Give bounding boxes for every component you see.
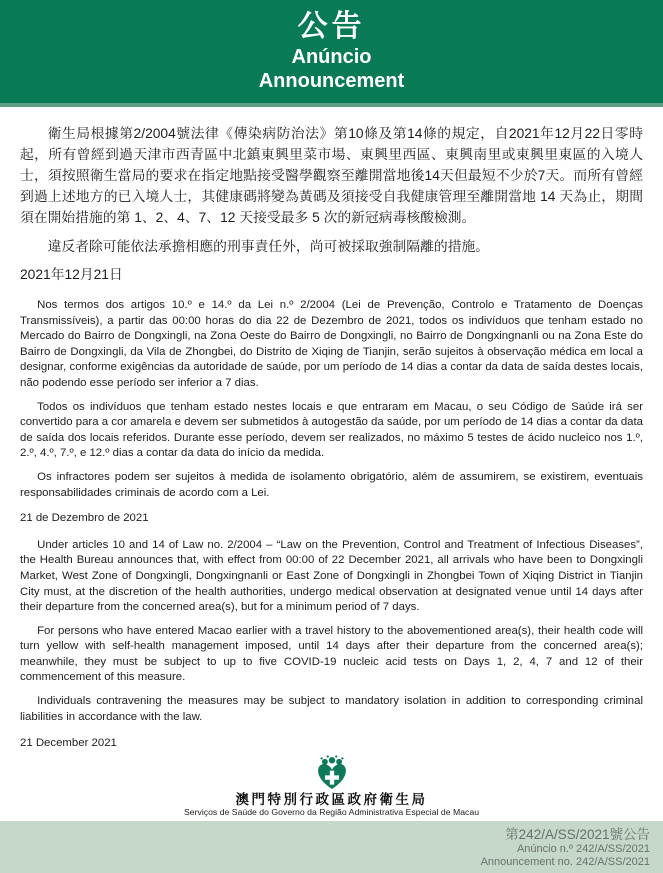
page-title-zh: 公告 — [297, 10, 366, 43]
health-bureau-heart-cross-logo-icon — [313, 754, 351, 790]
english-paragraph-2: For persons who have entered Macao earlier with a travel history to the abovementioned area(s), their health code will turn yellow with self-health management imposed, until 14 days after their departure from the concerned area(s); meanwhile, they must be subject to up to five COVID-19 nucleic acid tests on Days 1, 2, 4, 7 and 12 of their commencement of this measure. — [20, 624, 643, 684]
org-name-pt: Serviços de Saúde do Governo da Região Administrativa Especial de Macau — [183, 806, 480, 817]
header-banner — [0, 0, 663, 107]
english-paragraph-3: Individuals contravening the measures may be subject to mandatory isolation in addition to corresponding criminal liabilities in accordance with the law. — [20, 695, 643, 723]
portuguese-paragraph-2: Todos os indivíduos que tenham estado nestes locais e que entraram em Macau, o seu Código de Saúde irá ser convertido para a cor amarela e devem ser submetidos à autogestão da saúde, por um período de 14 dias a contar da data de saída dos locais referidos. Durante esse período, devem ser realizados, no máximo 5 testes de ácido nucleico nos 1.º, 2.º, 4.º, 7.º, e 12.º dias a contar da data do início da medida. — [20, 400, 643, 460]
chinese-paragraph-2: 違反者除可能依法承擔相應的刑事責任外，尚可被採取強制隔離的措施。 — [47, 239, 490, 254]
reference-number-pt: Anúncio n.º 242/A/SS/2021 — [516, 842, 650, 855]
english-date: 21 December 2021 — [20, 737, 117, 750]
portuguese-date: 21 de Dezembro de 2021 — [20, 512, 149, 525]
announcement-body — [0, 107, 663, 752]
portuguese-paragraph-3: Os infractores podem ser sujeitos à medida de isolamento obrigatório, além de assumirem, se existirem, eventuais responsabilidades criminais de acordo com a Lei. — [20, 470, 643, 499]
reference-number-zh: 第242/A/SS/2021號公告 — [505, 826, 650, 842]
org-name-zh: 澳門特別行政區政府衛生局 — [235, 791, 428, 807]
page-title-pt: Anúncio — [291, 46, 372, 68]
portuguese-paragraph-1: Nos termos dos artigos 10.º e 14.º da Lei n.º 2/2004 (Lei de Prevenção, Controlo e Tratamento de Doenças Transmissíveis), a partir das 00:00 horas do dia 22 de Dezembro de 2021, todos os indivíduos que tenham estado no Mercado do Bairro de Dongxingli, na Zona Oeste do Bairro de Dongxingli, no Bairro de Dongxingnanli ou na Zona Este do Bairro de Dongxingli, da Vila de Zhongbei, do Distrito de Xiqing de Tianjin, serão sujeitos à observação médica em local a designar, conforme exigências da autoridade de saúde, por um período de 14 dias a contar da data de saída destes locais, não podendo esse período ser inferior a 7 dias. — [20, 299, 643, 389]
english-paragraph-1: Under articles 10 and 14 of Law no. 2/2004 – “Law on the Prevention, Control and Treatment of Infectious Diseases”, the Health Bureau announces that, with effect from 00:00 of 22 December 2021, all arrivals who have been to Dongxingli Market, West Zone of Dongxingli, Dongxingnanli or East Zone of Dongxingli in Zhongbei Town of Xiqing District in Tianjin City must, at the discretion of the health authorities, undergo medical observation at designated venue until 14 days after their departure from the concerned area(s), but for a minimum period of 7 days. — [20, 538, 643, 614]
reference-number-en: Announcement no. 242/A/SS/2021 — [480, 855, 650, 868]
footer-reference-bar — [0, 821, 663, 873]
page-title-en: Announcement — [258, 70, 405, 92]
chinese-paragraph-1: 衛生局根據第2/2004號法律《傳染病防治法》第10條及第14條的規定，自2021年12月22日零時起，所有曾經到過天津市西青區中北鎮東興里菜市場、東興里西區、東興南里或東興里東區的入境人士，須按照衛生當局的要求在指定地點接受醫學觀察至離開當地後14天但最短不少於7天。而所有曾經到過上述地方的已入境人士，其健康碼將變為黃碼及須接受自我健康管理至離開當地 14 天為止，期間須在開始措施的第 1、2、4、7、12 天接受最多 5 次的新冠病毒核酸檢測。 — [20, 126, 643, 225]
chinese-date: 2021年12月21日 — [20, 267, 123, 282]
health-bureau-org-block — [0, 752, 663, 821]
